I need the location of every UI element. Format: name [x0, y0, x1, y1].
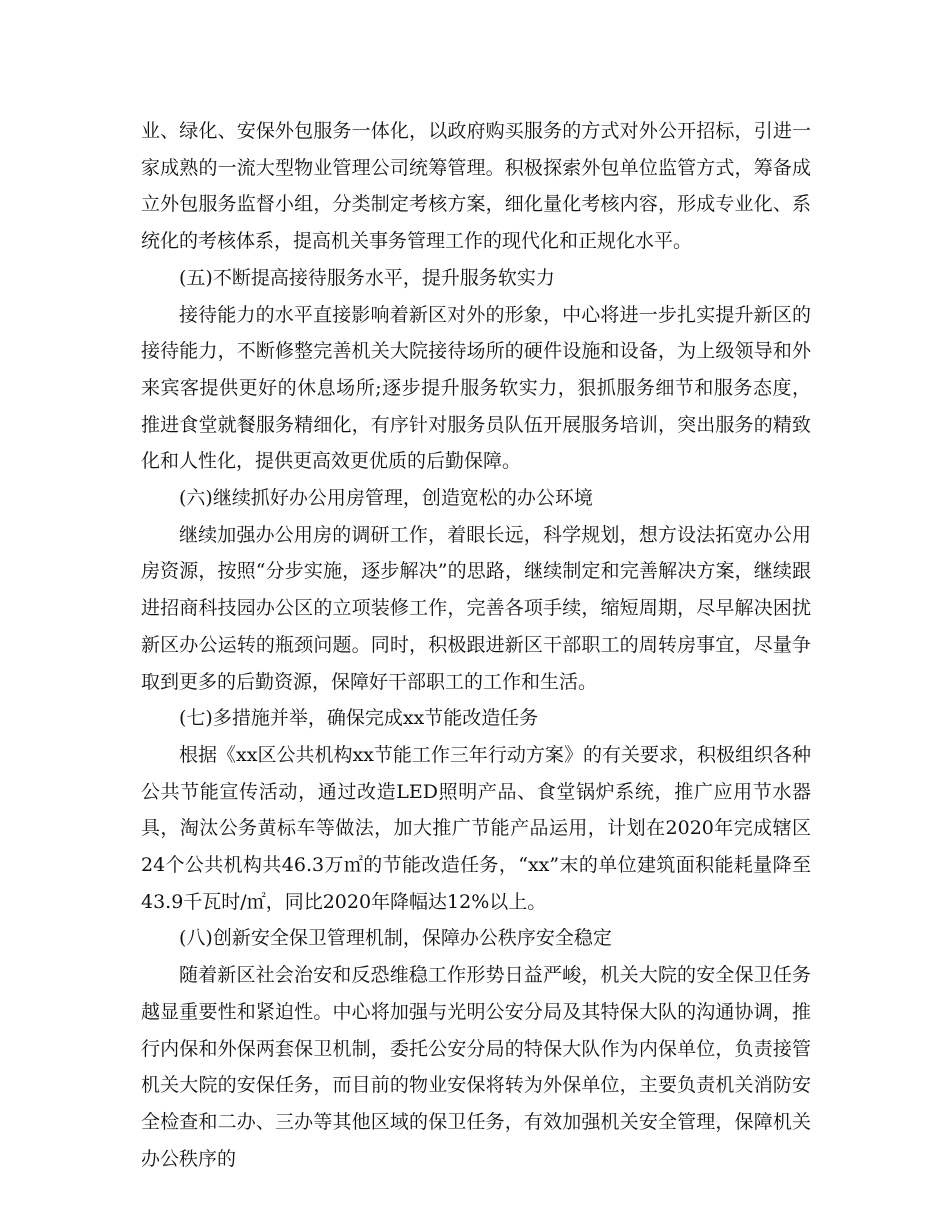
- section-heading-8: (八)创新安全保卫管理机制，保障办公秩序安全稳定: [179, 927, 612, 950]
- section-heading-7: (七)多措施并举，确保完成xx节能改造任务: [179, 707, 539, 730]
- document-body: [141, 113, 811, 1177]
- paragraph-continued: 业、绿化、安保外包服务一体化，以政府购买服务的方式对外公开招标，引进一家成熟的一流大型物业管理公司统筹管理。积极探索外包单位监管方式，筹备成立外包服务监督小组，分类制定考核方案，细化量化考核内容，形成专业化、系统化的考核体系，提高机关事务管理工作的现代化和正规化水平。: [141, 120, 811, 253]
- section-heading-6: (六)继续抓好办公用房管理，创造宽松的办公环境: [179, 487, 593, 510]
- paragraph-energy-saving: 根据《xx区公共机构xx节能工作三年行动方案》的有关要求，积极组织各种公共节能宣传活动，通过改造LED照明产品、食堂锅炉系统，推广应用节水器具，淘汰公务黄标车等做法，加大推广节能产品运用，计划在2020年完成辖区24个公共机构共46.3万㎡的节能改造任务，“xx”末的单位建筑面积能耗量降至43.9千瓦时/㎡，同比2020年降幅达12%以上。: [141, 743, 811, 913]
- paragraph-security: 随着新区社会治安和反恐维稳工作形势日益严峻，机关大院的安全保卫任务越显重要性和紧迫性。中心将加强与光明公安分局及其特保大队的沟通协调，推行内保和外保两套保卫机制，委托公安分局的特保大队作为内保单位，负责接管机关大院的安保任务，而目前的物业安保将转为外保单位，主要负责机关消防安全检查和二办、三办等其他区域的保卫任务，有效加强机关安全管理，保障机关办公秩序的: [141, 964, 811, 1170]
- paragraph-reception-service: 接待能力的水平直接影响着新区对外的形象，中心将进一步扎实提升新区的接待能力，不断修整完善机关大院接待场所的硬件设施和设备，为上级领导和外来宾客提供更好的休息场所;逐步提升服务软实力，狠抓服务细节和服务态度，推进食堂就餐服务精细化，有序针对服务员队伍开展服务培训，突出服务的精致化和人性化，提供更高效更优质的后勤保障。: [141, 303, 811, 473]
- section-heading-5: (五)不断提高接待服务水平，提升服务软实力: [179, 266, 555, 289]
- paragraph-office-space: 继续加强办公用房的调研工作，着眼长远，科学规划，想方设法拓宽办公用房资源，按照“分步实施，逐步解决”的思路，继续制定和完善解决方案，继续跟进招商科技园办公区的立项装修工作，完善各项手续，缩短周期，尽早解决困扰新区办公运转的瓶颈问题。同时，积极跟进新区干部职工的周转房事宜，尽量争取到更多的后勤资源，保障好干部职工的工作和生活。: [141, 523, 811, 693]
